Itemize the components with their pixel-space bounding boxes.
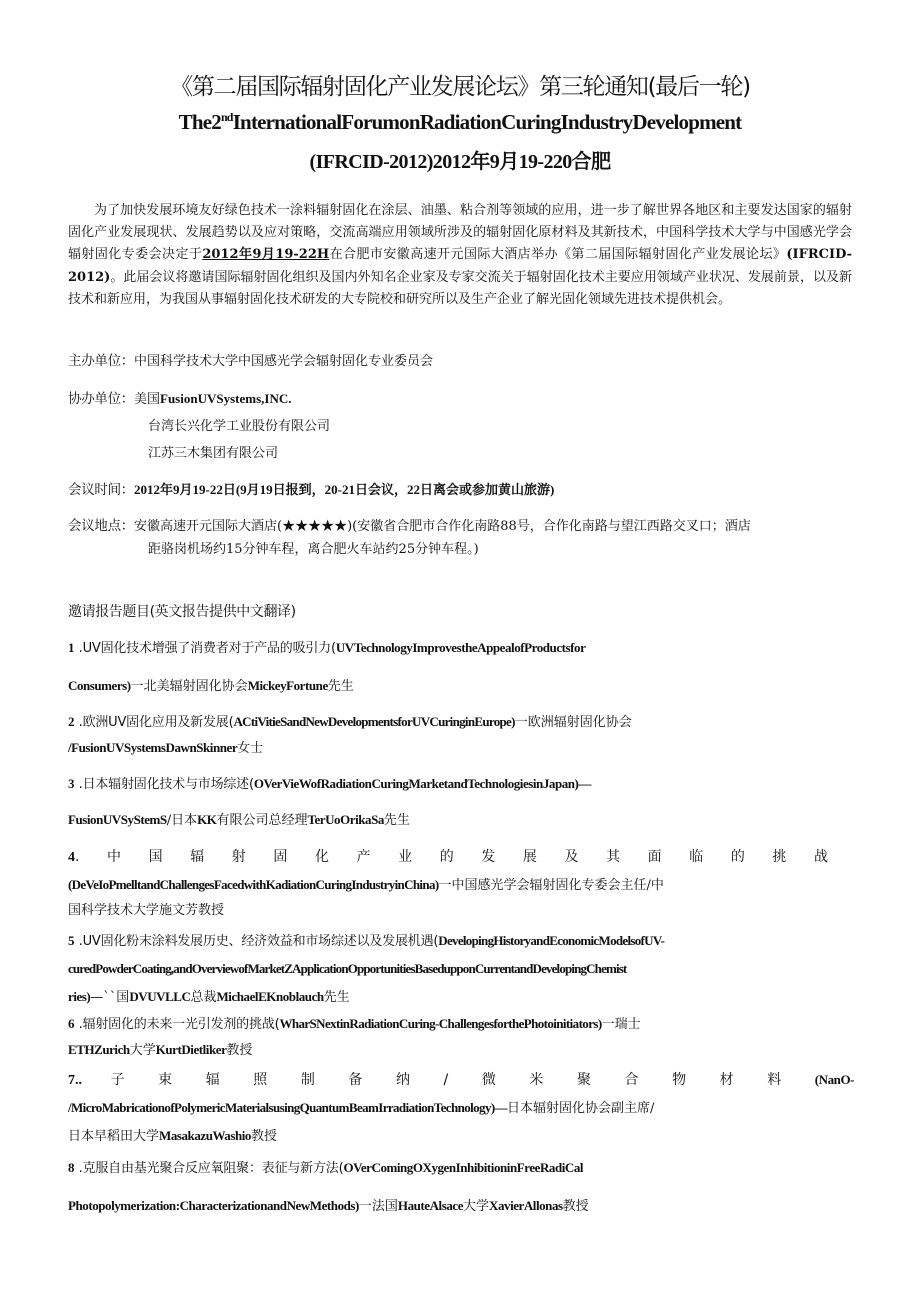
location-value-line2: 距骆岗机场约15分钟车程，离合肥火车站约25分钟车程。) <box>148 542 479 557</box>
report-3-en: OVerVieWofRadiationCuringMarketandTechnologiesinJapan)— <box>253 776 591 791</box>
report-7-speaker: MasakazuWashio <box>159 1128 251 1143</box>
report-5-speaker: MichaelEKnoblauch <box>216 989 324 1004</box>
report-1-speaker: MickeyFortune <box>247 678 328 693</box>
report-3-org-en: KK <box>197 812 217 827</box>
report-2-speaker: /FusionUVSystemsDawnSkinner <box>68 740 238 755</box>
report-2-cn: .欧洲UV固化应用及新发展( <box>78 715 234 730</box>
report-5-cn: .UV固化粉末涂料发展历史、经济效益和市场综述以及发展机遇( <box>78 934 439 949</box>
co-value-pre: 美国 <box>134 392 161 407</box>
title-en-pre: The2 <box>178 110 221 134</box>
report-7-num: 7.. <box>68 1073 82 1088</box>
co-value-en: FusionUVSystems,INC. <box>160 391 292 406</box>
report-4-num: 4 <box>68 850 75 865</box>
report-1-cn: .UV固化技术增强了消费者对于产品的吸引力( <box>78 641 336 656</box>
report-item-6 <box>68 1012 854 1062</box>
report-5-org-en: DVUVLLC <box>129 989 191 1004</box>
report-3-cn: .日本辐射固化技术与市场综述( <box>78 777 254 792</box>
report-7-org-2: 日本早稻田大学 <box>68 1129 160 1144</box>
report-5-en: DevelopingHistoryandEconomicModelsofUV- <box>438 933 665 948</box>
title-en-sup: nd <box>220 110 233 124</box>
report-3-title: 先生 <box>383 813 410 828</box>
report-item-4 <box>68 845 854 923</box>
report-1-num: 1 <box>68 640 75 655</box>
report-3-en-2: FusionUVSyStemS <box>68 812 167 827</box>
report-6-en: WharSNextinRadiationCuring-ChallengesforthePhotoinitiators) <box>279 1016 602 1031</box>
report-5-num: 5 <box>68 933 75 948</box>
report-5-org-1: —``国 <box>90 990 130 1005</box>
report-8-num: 8 <box>68 1160 75 1175</box>
report-2-num: 2 <box>68 714 75 729</box>
report-6-num: 6 <box>68 1016 75 1031</box>
report-2-org: 一欧洲辐射固化协会 <box>514 715 632 730</box>
report-1-title: 先生 <box>327 679 354 694</box>
host-row <box>68 349 858 374</box>
co-organizer-3: 江苏三木集团有限公司 <box>148 446 279 461</box>
location-value: 安徽高速开元国际大酒店(★★★★★)(安徽省合肥市合作化南路88号，合作化南路与望江西路交叉口；酒店 <box>134 519 751 534</box>
report-5-en-3: ries) <box>68 989 91 1004</box>
intro-paragraph <box>68 200 852 311</box>
intro-date: 2012年9月19-22H <box>202 247 330 263</box>
report-4-org: 一中国感光学会辐射固化专委会主任/中 <box>438 878 664 893</box>
report-6-org-en: ETHZurich <box>68 1042 130 1057</box>
report-5-title: 先生 <box>323 990 350 1005</box>
host-value: 中国科学技术大学中国感光学会辐射固化专业委员会 <box>134 354 434 369</box>
report-item-1 <box>68 636 854 698</box>
report-item-8 <box>68 1156 854 1218</box>
report-6-cn: .辐射固化的未来一光引发剂的挑战( <box>78 1017 280 1032</box>
co-organizer-row <box>68 387 858 412</box>
intro-text-2: 在合肥市安徽高速开元国际大酒店举办《第二届国际辐射固化产业发展论坛》 <box>329 247 787 263</box>
report-8-org-1: 一法国 <box>358 1199 398 1214</box>
report-7-cn: 子束辐照制备纳/微米聚合物材料 <box>108 1072 815 1088</box>
report-item-2 <box>68 710 854 760</box>
report-8-cn: .克服自由基光聚合反应氧阻聚：表征与新方法( <box>78 1161 344 1176</box>
co-label: 协办单位： <box>68 391 134 407</box>
report-8-org-en: HauteAlsace <box>397 1198 464 1213</box>
intro-text-3: 。此届会议将邀请国际辐射固化组织及国内外知名企业家及专家交流关于辐射固化技术主要应用领域产业状况、发展前景，以及新技术和新应用，为我国从事辐射固化技术研发的大专院校和研究所以及生产企业了解光固化领域先进技术提供机会。 <box>68 269 852 307</box>
report-6-speaker: KurtDietliker <box>155 1042 227 1057</box>
host-label: 主办单位： <box>68 353 134 369</box>
report-4-en: (DeVeIoPmelltandChallengesFacedwithKadiationCuringIndustryinChina) <box>68 877 439 892</box>
report-7-title: 教授 <box>250 1129 277 1144</box>
page-subtitle-date: (IFRCID-2012)2012年9月19-220合肥 <box>309 151 611 173</box>
report-5-en-2: curedPowderCoating,andOverviewofMarketZApplicationOpportunitiesBasedupponCurrentandDevelopingChemist <box>68 961 627 976</box>
page-title-chinese: 《第二届国际辐射固化产业发展论坛》第三轮通知(最后一轮) <box>170 74 750 100</box>
time-value: 2012年9月19-22日(9月19日报到，20-21日会议，22日离会或参加黄山旅游) <box>134 482 555 497</box>
report-8-title: 教授 <box>562 1199 589 1214</box>
page-title-english <box>0 110 920 135</box>
report-3-num: 3 <box>68 776 75 791</box>
report-8-en: OVerComingOXygenInhibitioninFreeRadiCal <box>343 1160 584 1175</box>
report-3-org-2: 有限公司总经理 <box>216 813 308 828</box>
report-1-en: UVTechnologyImprovestheAppealofProductsfor <box>335 640 586 655</box>
report-1-en-2: Consumers) <box>68 678 131 693</box>
report-4-speaker: 国科学技术大学施文芳教授 <box>68 903 225 918</box>
time-label: 会议时间： <box>68 482 134 498</box>
report-item-7 <box>68 1068 854 1148</box>
report-1-org: 一北美辐射固化协会 <box>130 679 248 694</box>
report-3-speaker: TerUoOrikaSa <box>307 812 384 827</box>
intro-text-1: 为了加快发展环境友好绿色技术一涂料辐射固化在涂层、油墨、粘合剂等领域的应用，进一步了解世界各地区和主要发达国家的辐射固化产业发展现状、发展趋势以及应对策略，交流高端应用领域所涉及的辐射固化原材料及其新技术，中国科学技术大学与中国感光学会辐射固化专委会决定于 <box>68 203 852 263</box>
title-en-post: InternationalForumonRadiationCuringIndustryDevelopment <box>232 110 742 134</box>
report-6-title: 教授 <box>226 1043 253 1058</box>
report-8-org-2: 大学 <box>463 1199 490 1214</box>
report-8-speaker: XavierAllonas <box>489 1198 563 1213</box>
reports-section-title: 邀请报告题目(英文报告提供中文翻译) <box>68 604 296 620</box>
report-6-org-2: 大学 <box>129 1043 156 1058</box>
intro-code: (IFRCID-2012) <box>68 247 852 285</box>
time-row <box>68 478 858 503</box>
report-3-org-1: /日本 <box>166 813 198 828</box>
report-2-title: 女士 <box>237 741 264 756</box>
report-2-en: ACtiVitieSandNewDevelopmentsforUVCuringinEurope) <box>233 714 515 729</box>
report-7-en: (NanO- <box>814 1072 854 1087</box>
report-7-org: 日本辐射固化协会副主席/ <box>506 1101 655 1116</box>
report-5-org-2: 总裁 <box>190 990 217 1005</box>
co-organizer-2: 台湾长兴化学工业股份有限公司 <box>148 419 331 434</box>
report-7-en-2: /MicroMabricationofPolymericMaterialsusingQuantumBeamIrradiationTechnology)— <box>68 1100 507 1115</box>
report-item-3 <box>68 772 854 832</box>
report-4-cn: .中国辐射固化产业的发展及其面临的挑战 <box>75 849 854 865</box>
location-label: 会议地点： <box>68 518 134 534</box>
report-6-org: 一瑞士 <box>601 1017 641 1032</box>
location-row <box>68 514 858 539</box>
report-8-en-2: Photopolymerization:CharacterizationandNewMethods) <box>68 1198 359 1213</box>
report-item-5 <box>68 929 854 1009</box>
